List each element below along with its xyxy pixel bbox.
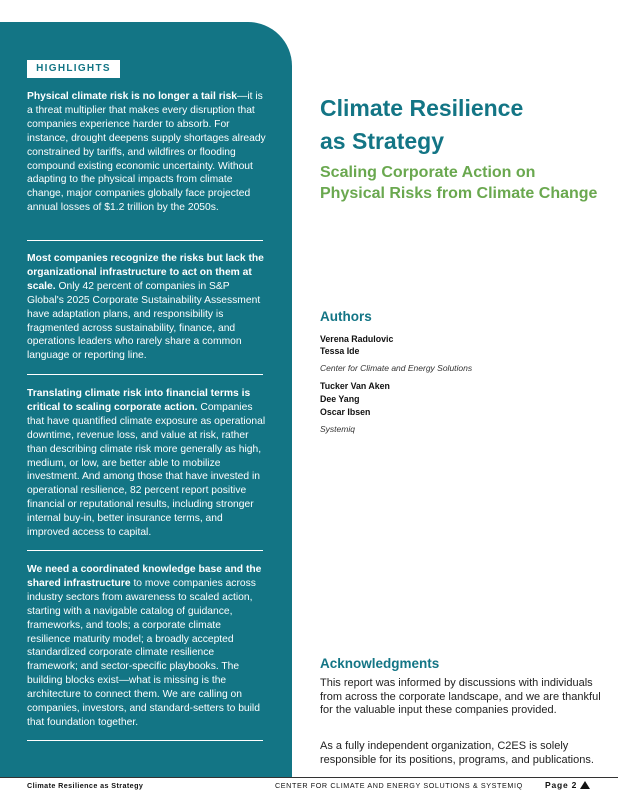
author-name: Tessa Ide xyxy=(320,346,360,356)
highlight-body: to move companies across industry sectors from awareness to scaled action, starting with a navigable catalog of guidance, frameworks, and tools; a corporate climate resilience maturity model; a broadly accepted standardized corporate climate resilience framework; and sector-specific playbooks. The building blocks exist—what is missing is the architecture to connect them. We are calling on companies, investors, and standard-setters to build that foundation together. xyxy=(27,577,260,728)
highlight-body: Companies that have quantified climate exposure as operational downtime, revenue loss, and value at risk, rather than describing climate risk more generally as high, medium, or low, are better able to mobilize investment. And among those that have invested in operational resilience, 82 percent report positive financial or reputational results, including stronger internal buy-in, better insurance terms, and improved access to capital. xyxy=(27,401,266,539)
subtitle-line-2: Physical Risks from Climate Change xyxy=(320,185,598,202)
author-organization: Systemiq xyxy=(320,424,355,434)
triangle-up-icon xyxy=(580,781,590,789)
report-title xyxy=(320,92,600,158)
highlight-body: Only 42 percent of companies in S&P Global's 2025 Corporate Sustainability Assessment have adaptation plans, and responsibility is fragmented across sustainability, finance, and operations leaders who rarely share a common language or reporting line. xyxy=(27,280,261,362)
highlight-item xyxy=(27,387,267,540)
footer-report-title: Climate Resilience as Strategy xyxy=(27,781,144,790)
highlight-lead: Physical climate risk is no longer a tail risk xyxy=(27,91,238,102)
highlights-label: HIGHLIGHTS xyxy=(27,60,120,78)
report-subtitle xyxy=(320,162,610,204)
footer-rule xyxy=(0,777,618,778)
divider xyxy=(27,740,263,741)
acknowledgments-heading: Acknowledgments xyxy=(320,656,440,671)
author-name: Dee Yang xyxy=(320,394,360,404)
acknowledgments-paragraph: This report was informed by discussions with individuals from across the corporate landscape, and we are thankful for the valuable input these companies provided. xyxy=(320,677,601,716)
highlight-item xyxy=(27,252,267,363)
author-organization: Center for Climate and Energy Solutions xyxy=(320,363,473,373)
author-name: Tucker Van Aken xyxy=(320,381,390,391)
author-name: Verena Radulovic xyxy=(320,334,394,344)
highlight-body: —it is a threat multiplier that makes every disruption that companies experience harder to absorb. For instance, drought deepens supply shortages already constrained by tariffs, and wildfires or flooding compound existing economic uncertainty. Without adapting to the physical impacts from climate change, major companies globally face projected annual losses of $1.2 trillion by the 2050s. xyxy=(27,91,266,214)
highlight-lead: Most companies recognize the risks but lack the organizational infrastructure to act on them at scale. xyxy=(27,253,264,292)
highlight-lead: We need a coordinated knowledge base and the shared infrastructure xyxy=(27,564,262,589)
footer-organizations: CENTER FOR CLIMATE AND ENERGY SOLUTIONS & SYSTEMIQ xyxy=(275,781,523,790)
divider xyxy=(27,240,263,241)
divider xyxy=(27,374,263,375)
page-number: Page 2 xyxy=(545,780,578,790)
highlight-lead: Translating climate risk into financial terms is critical to scaling corporate action. xyxy=(27,388,251,413)
subtitle-line-1: Scaling Corporate Action on xyxy=(320,164,536,181)
highlight-item xyxy=(27,90,267,215)
author-name: Oscar Ibsen xyxy=(320,407,371,417)
authors-heading: Authors xyxy=(320,309,372,324)
title-line-2: as Strategy xyxy=(320,128,445,154)
highlight-item xyxy=(27,563,267,730)
divider xyxy=(27,550,263,551)
acknowledgments-paragraph: As a fully independent organization, C2ES is solely responsible for its positions, programs, and publications. xyxy=(320,740,594,766)
title-line-1: Climate Resilience xyxy=(320,95,524,121)
